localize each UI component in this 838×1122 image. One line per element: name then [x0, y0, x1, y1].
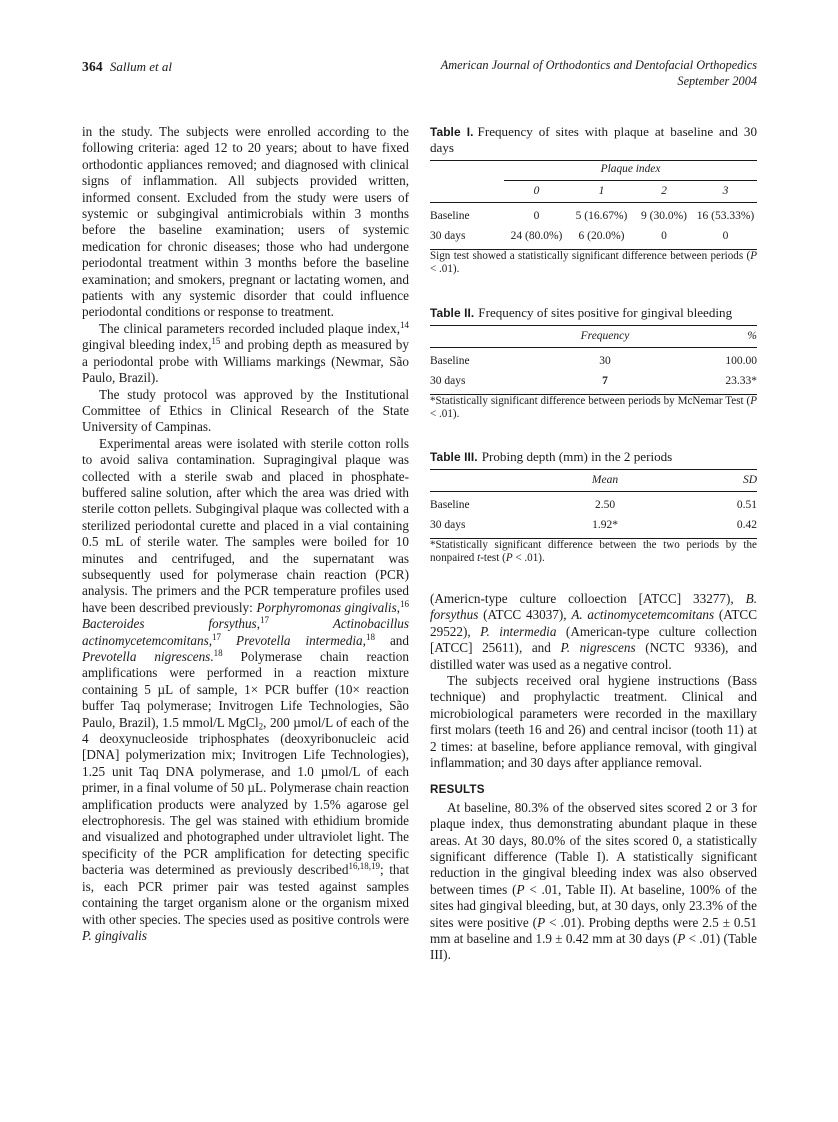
cell-30days-1: 6 (20.0%) — [578, 229, 625, 242]
cell-30days-sd: 0.42 — [736, 518, 757, 531]
running-head-left — [82, 58, 172, 76]
table-plaque-frequency — [430, 160, 757, 249]
cell-30days-2: 0 — [661, 229, 667, 242]
row-label-baseline: Baseline — [430, 210, 470, 223]
paragraph-study-protocol: The study protocol was approved by the Institutional Committee of Ethics in Clinical Research of the State University of Campinas. — [82, 386, 409, 435]
table-label: Table III. — [430, 449, 478, 464]
table-row-columnheads — [430, 325, 757, 347]
row-label-baseline: Baseline — [430, 355, 470, 368]
table-row — [430, 226, 757, 249]
cell-baseline-percent: 100.00 — [725, 355, 757, 368]
running-head-right — [441, 58, 757, 89]
table-block-1 — [430, 124, 757, 277]
table-row — [430, 492, 757, 515]
spanhead-spacer — [430, 161, 504, 180]
cell-baseline-frequency: 30 — [599, 355, 611, 368]
section-heading-results: RESULTS — [430, 783, 485, 797]
issue-date: September 2004 — [677, 73, 757, 88]
colhead-2: 2 — [661, 184, 667, 197]
row-label-baseline: Baseline — [430, 499, 470, 512]
spacer-after-table-2 — [430, 426, 757, 449]
table-caption-3 — [430, 449, 757, 465]
row-label-30days: 30 days — [430, 518, 466, 531]
cell-baseline-mean: 2.50 — [594, 499, 616, 512]
table-title: Frequency of sites positive for gingival bleeding — [478, 304, 733, 320]
spacer-after-table-3 — [430, 570, 757, 591]
table-block-2 — [430, 305, 757, 422]
row-label-30days: 30 days — [430, 229, 466, 242]
table-row — [430, 515, 757, 538]
cell-30days-3: 0 — [722, 229, 729, 242]
table-row-columnheads — [430, 470, 757, 492]
running-head — [82, 58, 757, 94]
colhead-frequency: Frequency — [580, 329, 630, 342]
paragraph-study-criteria: in the study. The subjects were enrolled according to the following criteria: aged 12 to 20 years; about to have fixed orthodontic appliances removed; and diagnosed with clinical signs of inflammation. All subjects provided written, informed consent. Excluded from the study were users of systemic or subgingival antimicrobials within 3 months before the baseline examination; users of systemic medication for chronic diseases; those who had undergone periodontal treatment within 3 months before the baseline examination; and smokers, pregnant or lactating women, and patients with any systemic disorder that could influence periodontal conditions or response to treatment. — [82, 124, 409, 320]
cell-30days-frequency: 7 — [602, 374, 608, 387]
table-row-spanhead — [430, 161, 757, 180]
colhead-blank — [430, 181, 504, 203]
cell-30days-0: 24 (80.0%) — [510, 229, 563, 242]
table-footnote-3: *Statistically significant difference between the two periods by the nonpaired t-test (P < .01). — [430, 538, 757, 565]
spacer-after-table-1 — [430, 281, 757, 305]
table-label: Table II. — [430, 305, 475, 320]
table-row — [430, 203, 757, 226]
table-caption-1 — [430, 124, 757, 156]
body-column-right — [430, 124, 757, 964]
paragraph-strains: (Americn-type culture colloection [ATCC] 33277), B. forsythus (ATCC 43037), A. actinomycetemcomitans (ATCC 29522), P. intermedia (American-type culture collection [ATCC] 25611), and P. nigrescens (NCTC 9336), and distilled water was used as a negative control. — [430, 590, 758, 672]
cell-baseline-3: 16 (53.33%) — [696, 210, 755, 223]
table-row — [430, 371, 757, 394]
table-footnote-1: Sign test showed a statistically significant difference between periods (P < .01). — [430, 249, 757, 276]
cell-baseline-1: 5 (16.67%) — [575, 210, 628, 223]
paragraph-results: At baseline, 80.3% of the observed sites scored 2 or 3 for plaque index, thus demonstrating abundant plaque in these areas. At 30 days, 80.0% of the sites scored 0, a statistically significant difference (Table I). A statistically significant reduction in the gingival bleeding index was also observed between times (P < .01, Table II). At baseline, 100% of the sites had gingival bleeding, but, at 30 days, only 23.3% of the sites were positive (P < .01). Probing depths were 2.5 ± 0.51 mm at baseline and 1.9 ± 0.42 mm at 30 days (P < .01) (Table III). — [430, 799, 757, 963]
spanhead-plaque-index: Plaque index — [600, 163, 661, 176]
cell-baseline-0: 0 — [533, 210, 540, 223]
colhead-blank — [430, 325, 540, 347]
row-label-30days: 30 days — [430, 374, 466, 387]
colhead-blank — [430, 470, 540, 492]
table-footnote-2: *Statistically significant difference between periods by McNemar Test (P < .01). — [430, 394, 757, 421]
colhead-3: 3 — [722, 184, 729, 197]
paragraph-oral-hygiene: The subjects received oral hygiene instructions (Bass technique) and prophylactic treatment. Clinical and microbiological parameters were recorded in the maxillary first molars (teeth 16 and 26) and central incisor (tooth 11) at 2 times: at baseline, before appliance removal, with gingival inflammation; and 30 days after appliance removal. — [430, 672, 757, 770]
table-row-columnheads — [430, 181, 757, 203]
table-row — [430, 348, 757, 371]
journal-title: American Journal of Orthodontics and Dentofacial Orthopedics — [440, 58, 757, 72]
colhead-1: 1 — [598, 184, 605, 197]
paragraph-clinical-parameters: The clinical parameters recorded included plaque index,$^{14}$ gingival bleeding index,$^{15}$ and probing depth as measured by a periodontal probe with Williams markings (Newmar, São Paulo, Brazil). — [82, 319, 409, 386]
table-block-3 — [430, 449, 757, 566]
running-head-authors: Sallum et al — [109, 59, 172, 74]
cell-30days-mean: 1.92* — [592, 518, 618, 531]
cell-30days-percent: 23.33* — [725, 374, 757, 387]
colhead-mean: Mean — [591, 474, 619, 487]
colhead-sd: SD — [742, 474, 757, 487]
colhead-0: 0 — [533, 184, 540, 197]
cell-baseline-sd: 0.51 — [736, 499, 757, 512]
table-probing-depth — [430, 469, 757, 539]
body-column-left — [82, 124, 409, 944]
paragraph-experimental-areas: Experimental areas were isolated with sterile cotton rolls to avoid saliva contamination. Supragingival plaque was collected with a sterile swab and placed in phosphate-buffered saline solution, after which the area was dried with sterile cotton pellets. Subgingival plaque was collected with a sterilized periodontal curette and placed in a vial containing 0.5 mL of sterile water. The samples were boiled for 10 minutes and centrifuged, and the supernatant was subsequently used for polymerase chain reaction (PCR) analysis. The primers and the PCR temperature profiles used have been described previously: Porphyromonas gingivalis,$^{16}$ Bacteroides forsythus,$^{17}$ Actinobacillus actinomycetemcomitans,$^{17}$ Prevotella intermedia,$^{18}$ and Prevotella nigrescens.$^{18}$ Polymerase chain reaction amplifications were performed in a reaction mixture containing 5 µL of sample, 1× PCR buffer (10× reaction buffer Taq polymerase; Invitrogen Life Technologies, São Paulo, Brazil), 1.5 mmol/L MgCl$_2$, 200 µmol/L of each of the 4 deoxynucleoside triphosphates (deoxyribonucleic acid [DNA] polymerization mix; Invitrogen Life Technologies), 1.25 unit Taq DNA polymerase, and 1.0 µmol/L of each primer, in a final volume of 50 µL. Polymerase chain reaction amplification products were analyzed by 1.5% agarose gel electrophoresis. The gel was stained with ethidium bromide and visualized and photographed under ultraviolet light. The specificity of the PCR amplification for detecting specific bacteria was determined as previously described$^{16,18,19}$; that is, each PCR primer pair was tested against samples containing the target organism alone or the organism mixed with other species. The species used as positive controls were P. gingivalis — [82, 435, 410, 943]
table-caption-2 — [430, 305, 757, 321]
paragraph-strains-tail: control. — [631, 656, 672, 672]
table-title: Frequency of sites with plaque at baseline and 30 days — [430, 124, 757, 156]
table-gingival-bleeding — [430, 325, 757, 395]
colhead-percent: % — [747, 329, 757, 342]
cell-baseline-2: 9 (30.0%) — [641, 210, 687, 223]
table-label: Table I. — [430, 125, 474, 139]
page-number: 364 — [82, 59, 103, 74]
table-title: Probing depth (mm) in the 2 periods — [481, 448, 673, 464]
